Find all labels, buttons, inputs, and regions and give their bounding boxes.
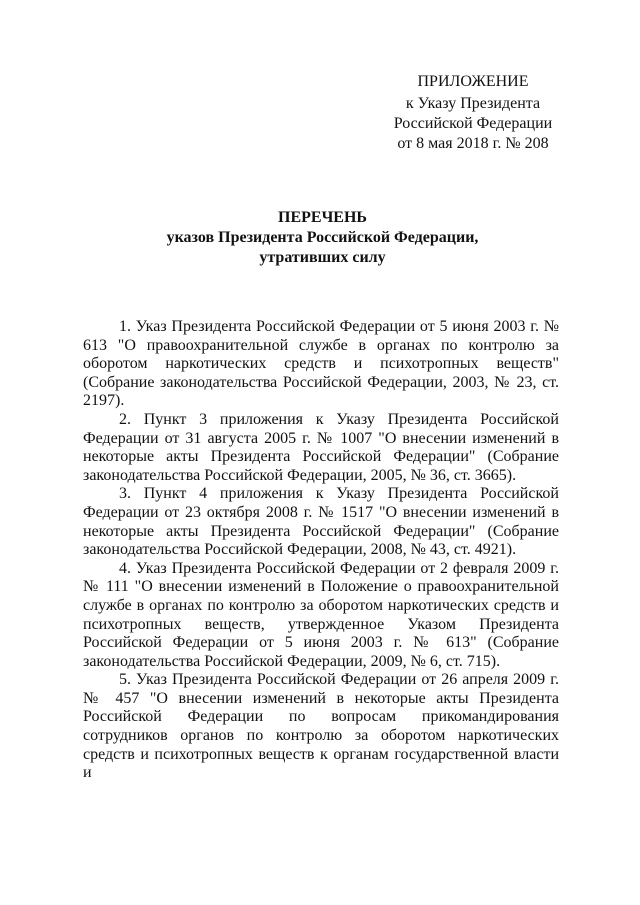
title-line: утративших силу — [259, 249, 386, 266]
appendix-line: Российской Федерации — [393, 115, 553, 132]
list-item: 5. Указ Президента Российской Федерации от 26 апреля 2009 г. № 457 "О внесении изменений в некоторые акты Президента Российской Федерации по вопросам прикомандирования сотрудников органов по контролю за оборотом наркотических средств и психотропных веществ к органам государственной власти и — [83, 671, 559, 782]
title-line: ПЕРЕЧЕНЬ — [278, 209, 367, 226]
appendix-line: от 8 мая 2018 г. № 208 — [397, 135, 549, 152]
list-item: 3. Пункт 4 приложения к Указу Президента Российской Федерации от 23 октября 2008 г. № 1517 "О внесении изменений в некоторые акты Президента Российской Федерации" (Собрание законодательства Российской Федерации, 2008, № 43, ст. 4921). — [83, 485, 559, 559]
decree-list — [83, 318, 559, 783]
list-item: 2. Пункт 3 приложения к Указу Президента Российской Федерации от 31 августа 2005 г. № 1007 "О внесении изменений в некоторые акты Президента Российской Федерации" (Собрание законодательства Российской Федерации, 2005, № 36, ст. 3665). — [83, 410, 559, 484]
appendix-line: к Указу Президента — [405, 95, 541, 112]
title-line: указов Президента Российской Федерации, — [166, 229, 479, 246]
appendix-header — [388, 72, 558, 154]
list-item: 1. Указ Президента Российской Федерации от 5 июня 2003 г. № 613 "О правоохранительной службе в органах по контролю за оборотом наркотических средств и психотропных веществ" (Собрание законодательства Российской Федерации, 2003, № 23, ст. 2197). — [83, 318, 559, 410]
document-title — [90, 208, 555, 268]
appendix-heading: ПРИЛОЖЕНИЕ — [417, 73, 529, 90]
list-item: 4. Указ Президента Российской Федерации от 2 февраля 2009 г. № 111 "О внесении изменений в Положение о правоохранительной службе в органах по контролю за оборотом наркотических средств и психотропных веществ, утвержденное Указом Президента Российской Федерации от 5 июня 2003 г. № 613" (Собрание законодательства Российской Федерации, 2009, № 6, ст. 715). — [83, 559, 559, 670]
